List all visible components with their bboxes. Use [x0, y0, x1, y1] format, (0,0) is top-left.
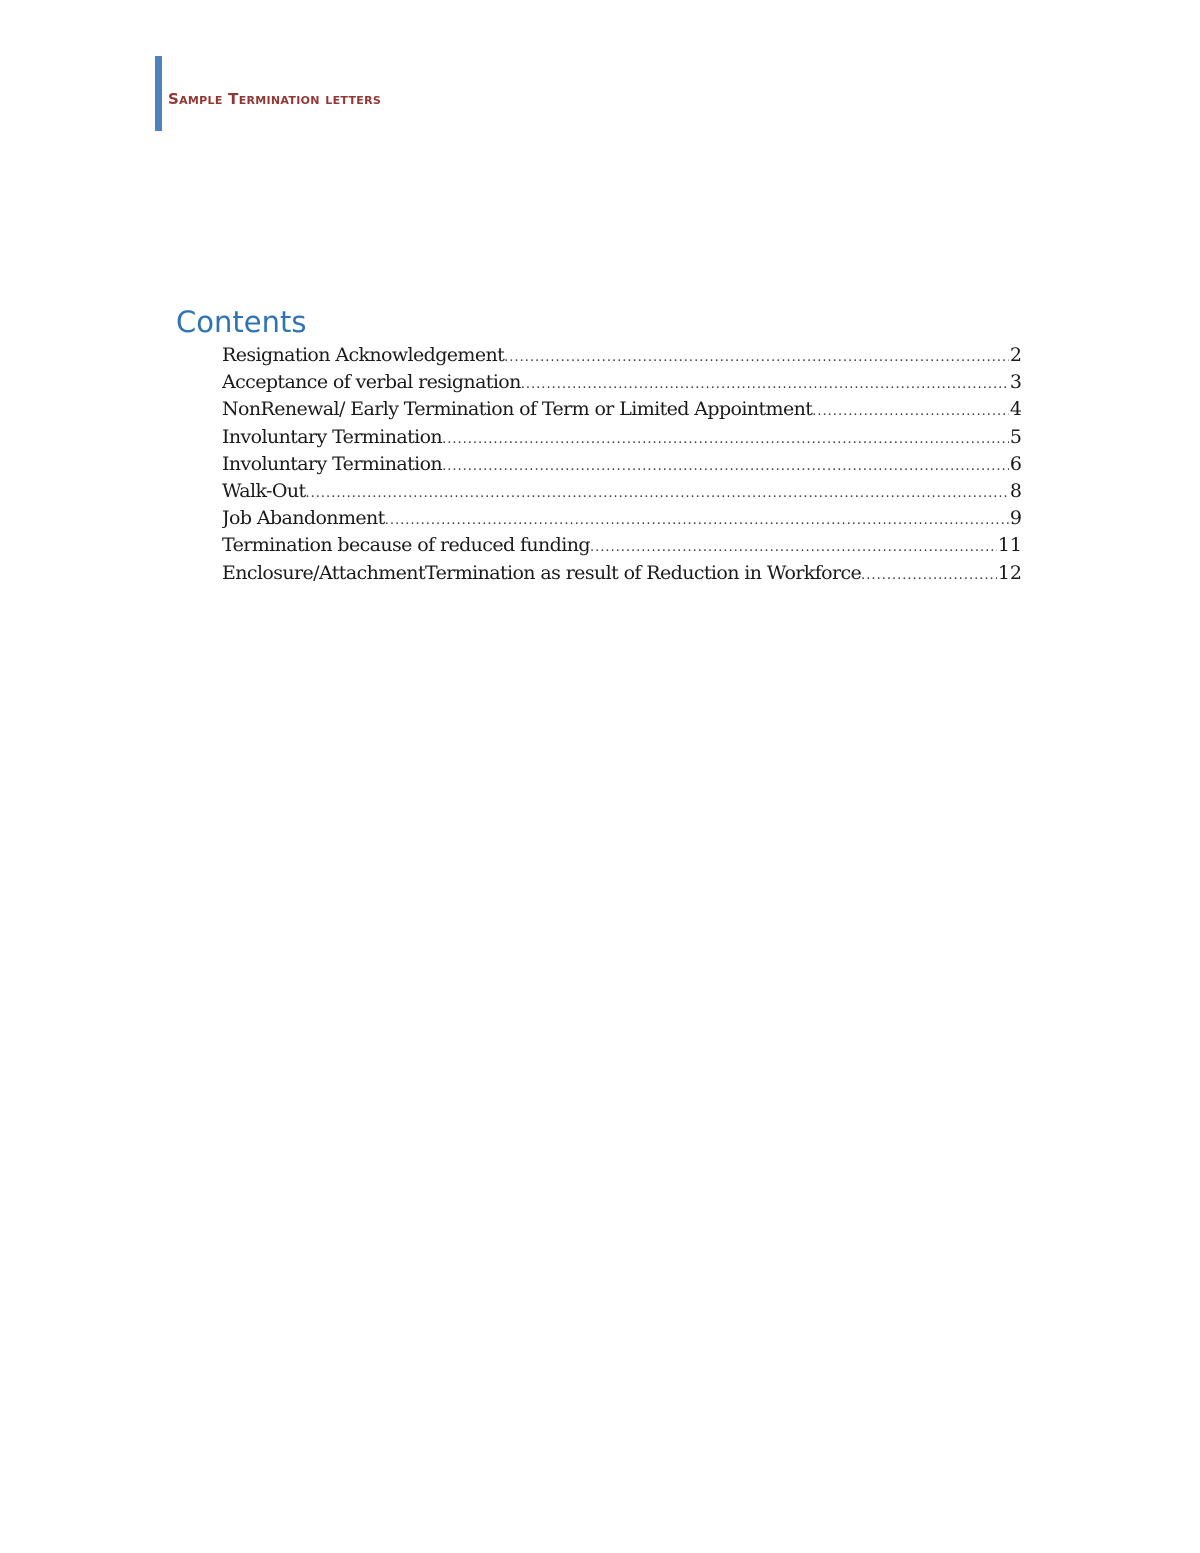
toc-leader-dots [442, 433, 1009, 446]
toc-entry-label: Involuntary Termination [222, 452, 443, 475]
toc-entry-page: 3 [1009, 371, 1022, 394]
document-title: Sample Termination letters [168, 90, 382, 108]
toc-leader-dots [385, 514, 1009, 527]
toc-entry-label: Walk-Out [222, 479, 306, 502]
toc-entry-label: Resignation Acknowledgement [222, 344, 505, 366]
toc-entry-label: NonRenewal/ Early Termination of Term or Limited Appointment [222, 398, 813, 421]
toc-entry-page: 5 [1009, 425, 1022, 448]
toc-entry-label: Job Abandonment [222, 507, 385, 530]
toc-entry-page: 2 [1009, 344, 1022, 366]
toc-entry-label: Termination because of reduced funding [222, 534, 590, 557]
toc-entry-reduced-funding[interactable] [222, 534, 1022, 561]
toc-entry-label: Enclosure/AttachmentTermination as result of Reduction in Workforce [222, 561, 862, 584]
table-of-contents [222, 344, 1022, 589]
toc-leader-dots [306, 487, 1009, 500]
toc-entry-label: Involuntary Termination [222, 425, 443, 448]
toc-entry-page: 4 [1009, 398, 1022, 421]
toc-entry-page: 9 [1009, 507, 1022, 530]
toc-leader-dots [504, 351, 1009, 364]
toc-leader-dots [590, 541, 997, 554]
toc-entry-page: 6 [1009, 452, 1022, 475]
toc-entry-page: 12 [997, 561, 1022, 584]
toc-entry-page: 11 [997, 534, 1022, 557]
title-accent-bar [155, 56, 162, 131]
toc-entry-involuntary-termination-2[interactable] [222, 453, 1022, 480]
toc-entry-nonrenewal[interactable] [222, 398, 1022, 425]
toc-entry-acceptance-verbal-resignation[interactable] [222, 371, 1022, 398]
toc-leader-dots [521, 378, 1009, 391]
toc-entry-walk-out[interactable] [222, 480, 1022, 507]
toc-leader-dots [812, 405, 1009, 418]
toc-entry-reduction-in-workforce[interactable] [222, 562, 1022, 589]
toc-entry-page: 8 [1009, 479, 1022, 502]
toc-leader-dots [442, 460, 1009, 473]
toc-entry-label: Acceptance of verbal resignation [222, 371, 521, 394]
toc-entry-involuntary-termination-1[interactable] [222, 426, 1022, 453]
toc-entry-job-abandonment[interactable] [222, 507, 1022, 534]
toc-entry-resignation-acknowledgement[interactable] [222, 344, 1022, 371]
contents-heading: Contents [176, 305, 307, 339]
toc-leader-dots [861, 569, 997, 582]
